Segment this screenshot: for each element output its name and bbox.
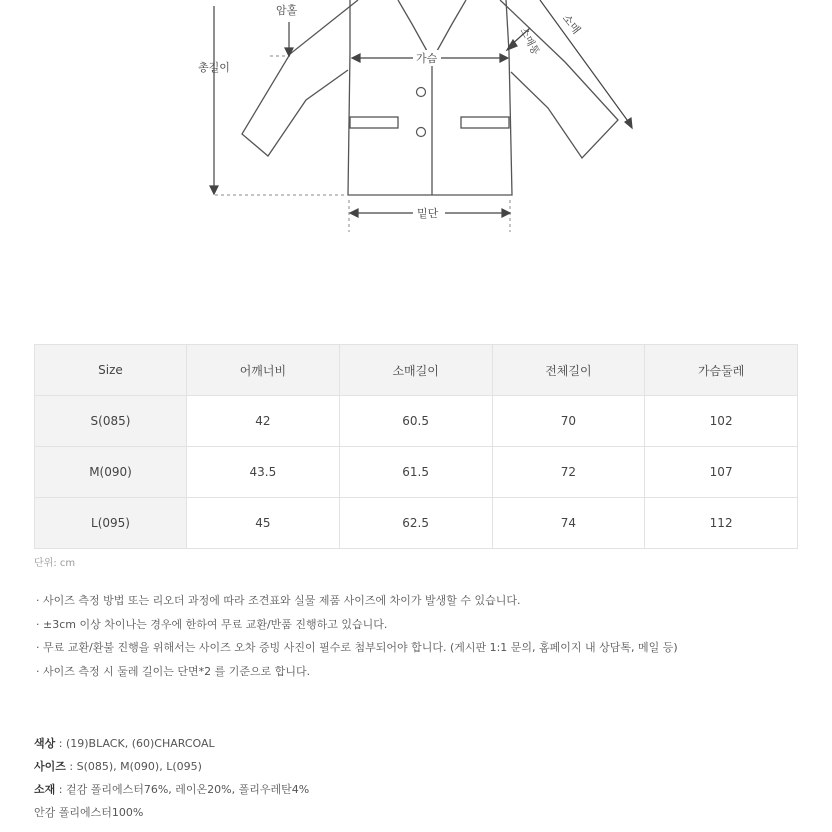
shoulder-cell: 45 bbox=[187, 498, 340, 549]
measurement-arrows bbox=[210, 0, 632, 217]
material-label: 소재 bbox=[34, 783, 56, 796]
shoulder-cell: 43.5 bbox=[187, 447, 340, 498]
table-row bbox=[35, 396, 798, 447]
size-cell: S(085) bbox=[35, 396, 187, 447]
total-length-cell: 72 bbox=[492, 447, 645, 498]
sleeve-width-label: 소매통 bbox=[517, 26, 541, 58]
lining-row bbox=[34, 804, 309, 827]
total-length-cell: 74 bbox=[492, 498, 645, 549]
color-row bbox=[34, 735, 309, 758]
button-top bbox=[417, 88, 426, 97]
header-total-length: 전체길이 bbox=[492, 345, 645, 396]
left-pocket bbox=[350, 117, 398, 128]
sleeve-arrow bbox=[540, 0, 630, 124]
size-notes bbox=[36, 592, 678, 686]
header-chest: 가슴둘레 bbox=[645, 345, 798, 396]
button-bottom bbox=[417, 128, 426, 137]
size-row bbox=[34, 758, 309, 781]
note-item: · 무료 교환/환불 진행을 위해서는 사이즈 오차 증빙 사진이 필수로 첨부되어야 합니다. (게시판 1:1 문의, 홈페이지 내 상담톡, 메일 등) bbox=[36, 641, 678, 654]
header-shoulder: 어깨너비 bbox=[187, 345, 340, 396]
product-specs bbox=[34, 735, 309, 827]
right-pocket bbox=[461, 117, 509, 128]
hem-label: 밑단 bbox=[417, 207, 439, 220]
material-value: : 겉감 폴리에스터76%, 레이온20%, 폴리우레탄4% bbox=[55, 783, 310, 796]
sleeve-length-cell: 62.5 bbox=[339, 498, 492, 549]
size-table-header-row bbox=[35, 345, 798, 396]
armhole-label: 암홀 bbox=[276, 4, 298, 17]
guide-lines bbox=[215, 56, 510, 232]
shoulder-cell: 42 bbox=[187, 396, 340, 447]
jacket-body bbox=[348, 0, 512, 195]
unit-label: 단위: cm bbox=[34, 558, 76, 569]
note-item: · 사이즈 측정 시 둘레 길이는 단면*2 를 기준으로 합니다. bbox=[36, 664, 311, 678]
header-sleeve-length: 소매길이 bbox=[339, 345, 492, 396]
total-length-label: 총길이 bbox=[198, 61, 230, 74]
right-sleeve bbox=[500, 0, 618, 158]
chest-cell: 102 bbox=[645, 396, 798, 447]
material-row bbox=[34, 781, 309, 804]
sleeve-length-cell: 60.5 bbox=[339, 396, 492, 447]
size-value: : S(085), M(090), L(095) bbox=[65, 760, 202, 773]
size-cell: L(095) bbox=[35, 498, 187, 549]
size-cell: M(090) bbox=[35, 447, 187, 498]
table-row bbox=[35, 447, 798, 498]
jacket-measurement-diagram bbox=[0, 0, 832, 240]
color-label: 색상 bbox=[34, 737, 56, 750]
size-label: 사이즈 bbox=[34, 760, 66, 773]
header-size: Size bbox=[35, 345, 187, 396]
sleeve-label: 소매 bbox=[559, 11, 583, 37]
sleeve-length-cell: 61.5 bbox=[339, 447, 492, 498]
note-item: · ±3cm 이상 차이나는 경우에 한하여 무료 교환/반품 진행하고 있습니다. bbox=[36, 617, 388, 631]
chest-cell: 107 bbox=[645, 447, 798, 498]
chest-cell: 112 bbox=[645, 498, 798, 549]
note-item: · 사이즈 측정 방법 또는 리오더 과정에 따라 조견표와 실물 제품 사이즈에 차이가 발생할 수 있습니다. bbox=[36, 594, 521, 607]
total-length-cell: 70 bbox=[492, 396, 645, 447]
table-row bbox=[35, 498, 798, 549]
color-value: : (19)BLACK, (60)CHARCOAL bbox=[55, 737, 215, 750]
lining-value: 안감 폴리에스터100% bbox=[34, 806, 144, 819]
size-table bbox=[34, 344, 798, 549]
left-sleeve bbox=[242, 0, 358, 156]
chest-label: 가슴 bbox=[416, 52, 438, 65]
